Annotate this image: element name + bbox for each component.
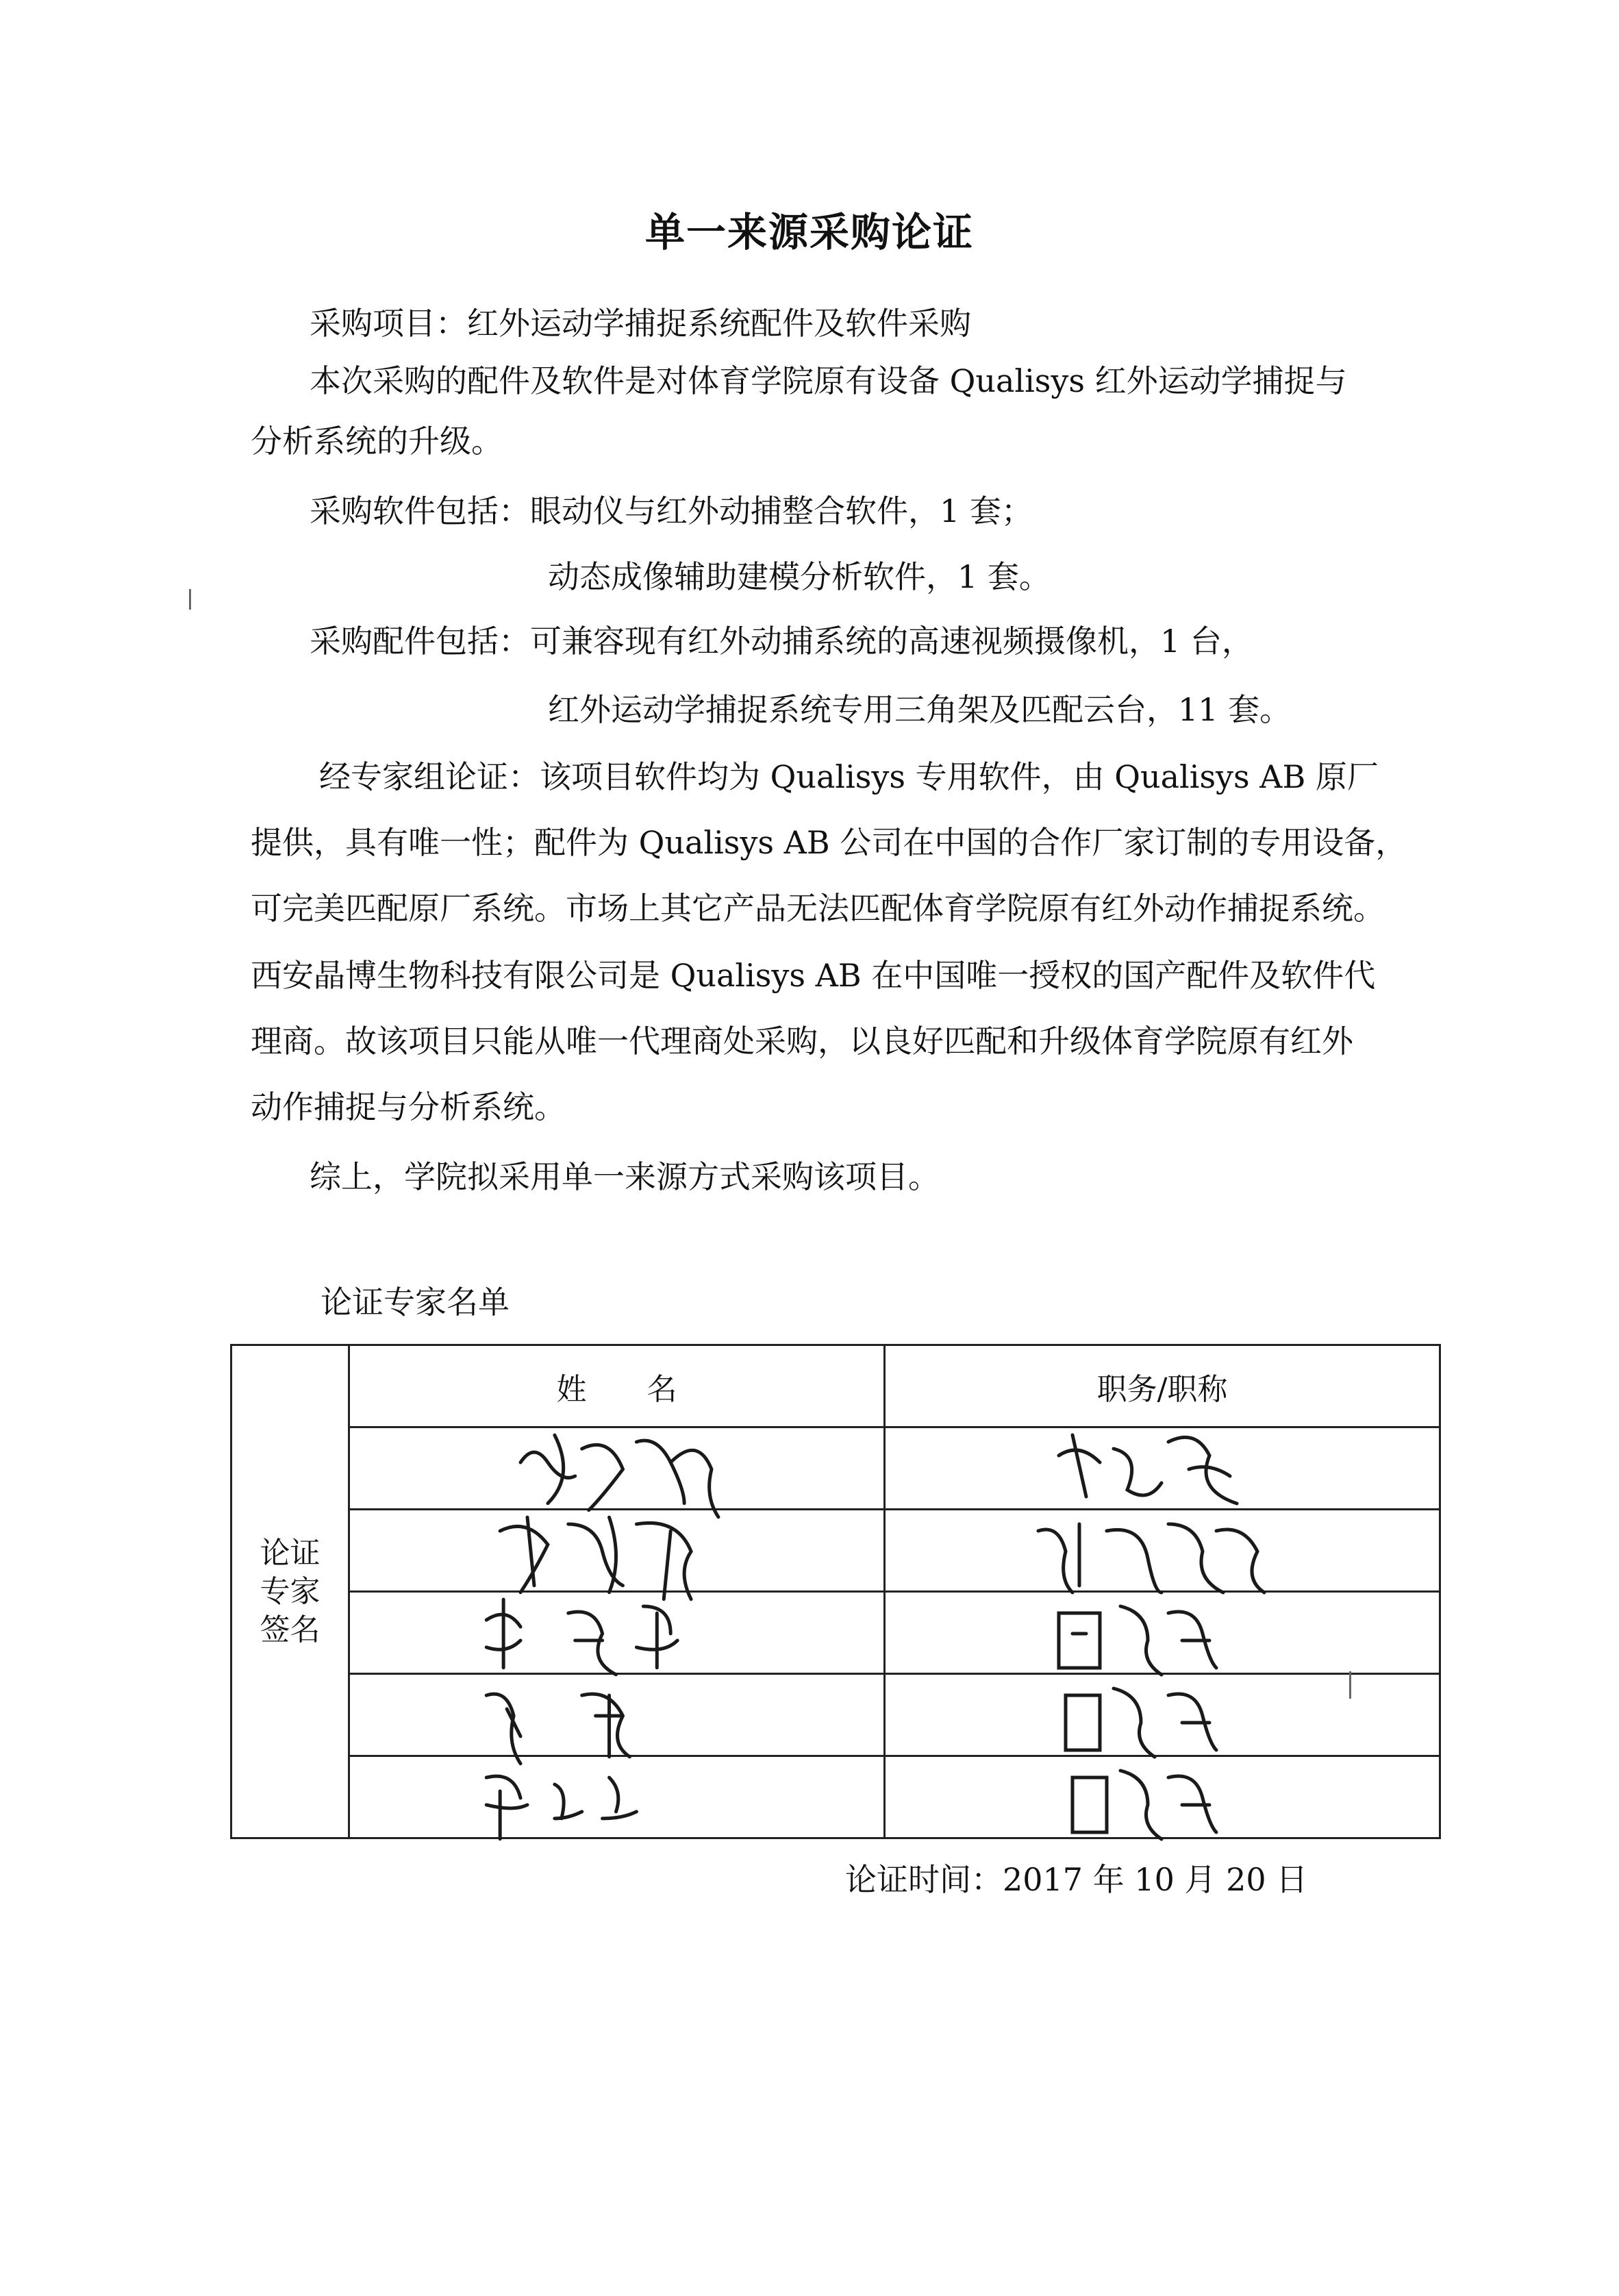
handwritten-signature <box>350 1757 883 1837</box>
project-line: 采购项目：红外运动学捕捉系统配件及软件采购 <box>310 305 971 342</box>
body-line: 提供，具有唯一性；配件为 Qualisys AB 公司在中国的合作厂家订制的专用设备， <box>251 824 1407 861</box>
parts-line: 红外运动学捕捉系统专用三角架及匹配云台，11 套。 <box>548 691 1292 728</box>
name-signature-cell <box>349 1756 885 1838</box>
software-line: 采购软件包括：眼动仪与红外动捕整合软件，1 套； <box>310 492 1033 529</box>
scan-speck <box>189 589 191 610</box>
side-label-cell <box>231 1345 349 1838</box>
conclusion-line: 综上，学院拟采用单一来源方式采购该项目。 <box>310 1158 940 1195</box>
side-label-line: 签名 <box>260 1612 321 1647</box>
parts-line: 采购配件包括：可兼容现有红外动捕系统的高速视频摄像机，1 台， <box>310 623 1253 660</box>
expert-list-label: 论证专家名单 <box>321 1284 510 1321</box>
body-line: 动作捕捉与分析系统。 <box>251 1088 566 1125</box>
table-row <box>231 1756 1440 1838</box>
signature-scribble <box>350 1736 883 1853</box>
body-line: 可完美匹配原厂系统。市场上其它产品无法匹配体育学院原有红外动作捕捉系统。 <box>251 890 1385 927</box>
software-line: 动态成像辅助建模分析软件，1 套。 <box>548 558 1051 595</box>
body-line: 理商。故该项目只能从唯一代理商处采购，以良好匹配和升级体育学院原有红外 <box>251 1023 1353 1060</box>
title-signature-cell <box>885 1756 1440 1838</box>
review-date: 论证时间：2017 年 10 月 20 日 <box>845 1861 1308 1898</box>
expert-signature-table <box>230 1344 1441 1839</box>
document-title: 单一来源采购论证 <box>644 209 974 255</box>
body-line: 经专家组论证：该项目软件均为 Qualisys 专用软件，由 Qualisys AB 原厂 <box>319 758 1379 795</box>
side-label-line: 专家 <box>260 1573 321 1609</box>
title-header: 职务/职称 <box>885 1345 1440 1427</box>
side-label-line: 论证 <box>260 1535 321 1571</box>
scan-speck <box>1349 1671 1351 1699</box>
body-line: 分析系统的升级。 <box>251 423 503 460</box>
body-line: 本次采购的配件及软件是对体育学院原有设备 Qualisys 红外运动学捕捉与 <box>310 362 1347 399</box>
body-line: 西安晶博生物科技有限公司是 Qualisys AB 在中国唯一授权的国产配件及软件代 <box>251 957 1376 994</box>
signature-scribble <box>886 1736 1439 1853</box>
name-header: 姓 名 <box>349 1345 885 1427</box>
handwritten-signature <box>886 1757 1439 1837</box>
